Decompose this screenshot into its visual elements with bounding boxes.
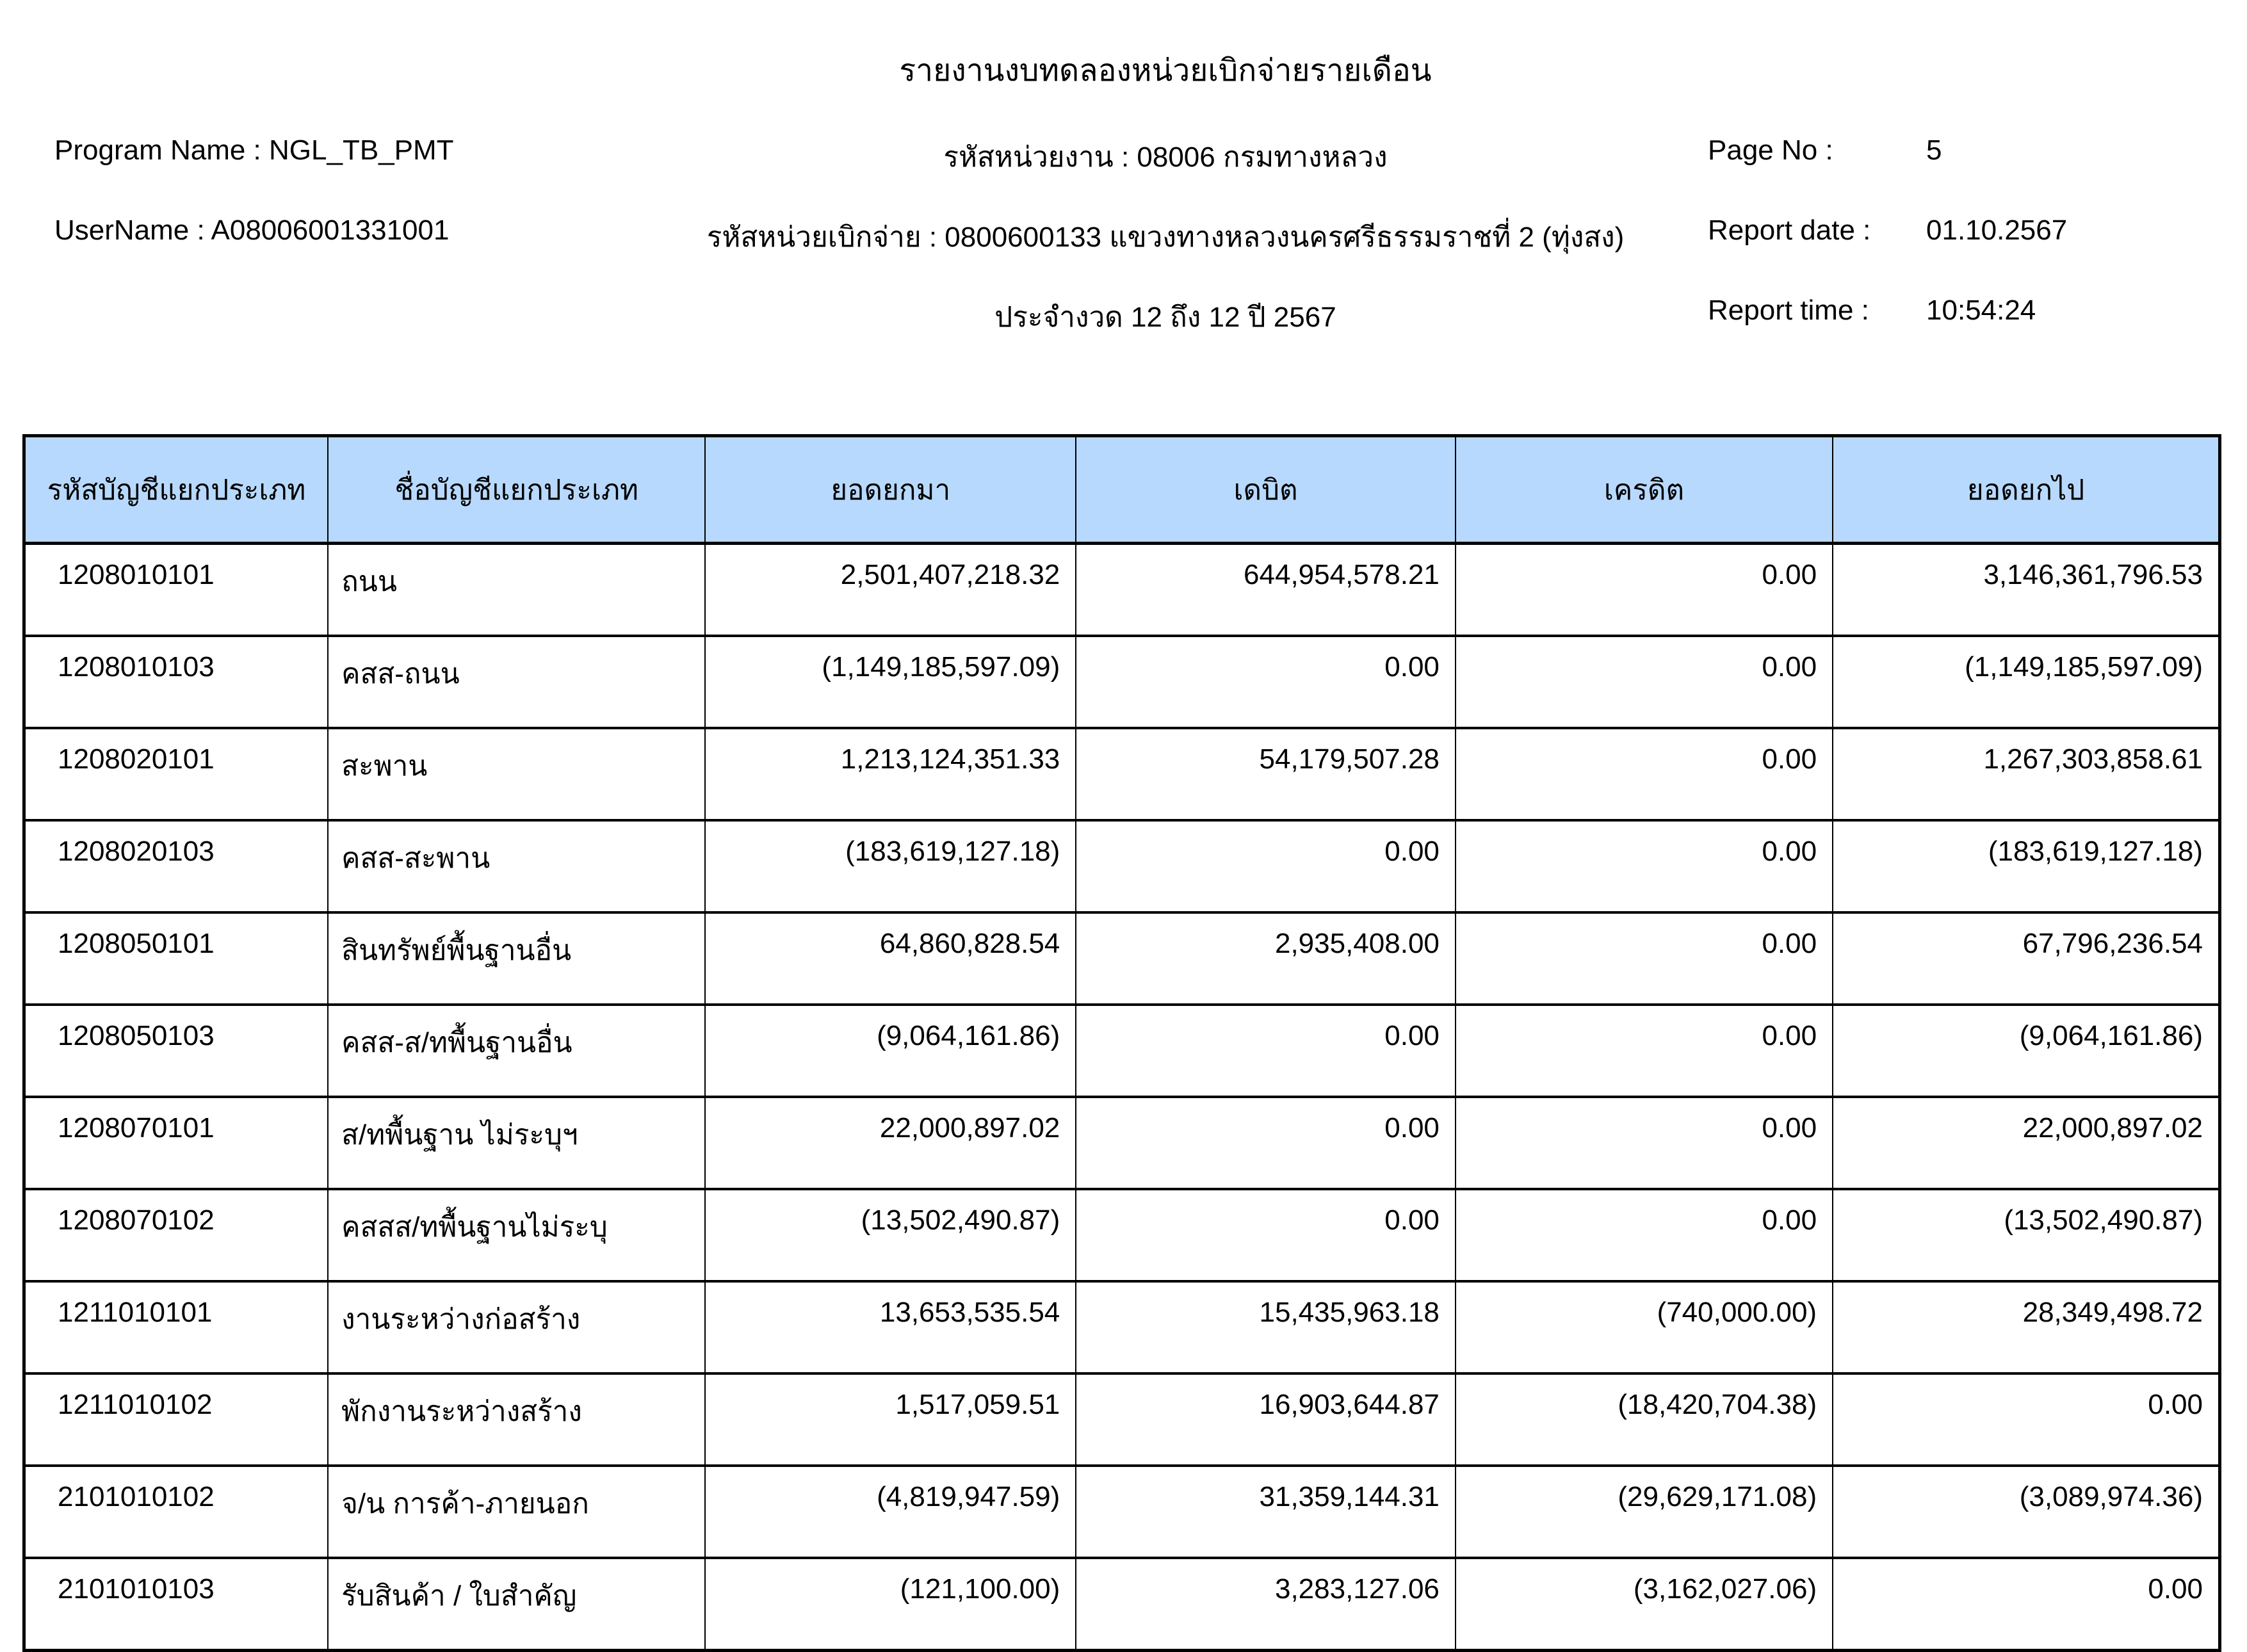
opening-balance-cell: 13,653,535.54 [705, 1281, 1076, 1373]
closing-balance-cell: (183,619,127.18) [1833, 820, 2219, 912]
table-row [24, 1373, 2220, 1466]
credit-cell: 0.00 [1456, 820, 1833, 912]
account-code-cell: 1211010102 [24, 1373, 329, 1466]
report-date-label: Report date : [1708, 215, 1871, 246]
table-row [24, 820, 2220, 912]
period-line: ประจำงวด 12 ถึง 12 ปี 2567 [994, 302, 1336, 333]
closing-balance-cell: (3,089,974.36) [1833, 1466, 2219, 1558]
table-row [24, 1466, 2220, 1558]
table-header [24, 436, 2220, 544]
user-name-label: UserName : [54, 215, 205, 246]
opening-balance-cell: 1,213,124,351.33 [705, 728, 1076, 820]
opening-balance-cell: 64,860,828.54 [705, 912, 1076, 1005]
disbursement-unit-line: รหัสหน่วยเบิกจ่าย : 0800600133 แขวงทางหลวงนครศรีธรรมราชที่ 2 (ทุ่งสง) [706, 222, 1625, 253]
closing-balance-cell: 0.00 [1833, 1558, 2219, 1651]
account-name-cell: พักงานระหว่างสร้าง [328, 1373, 705, 1466]
account-code-cell: 1208020101 [24, 728, 329, 820]
credit-cell: 0.00 [1456, 636, 1833, 728]
account-code-cell: 1208070102 [24, 1189, 329, 1281]
debit-cell: 0.00 [1076, 1005, 1456, 1097]
table-body [24, 544, 2220, 1651]
table-header-row [24, 436, 2220, 544]
account-code-cell: 1208020103 [24, 820, 329, 912]
opening-balance-cell: (9,064,161.86) [705, 1005, 1076, 1097]
column-header-debit: เดบิต [1076, 436, 1456, 544]
column-header-closing-balance: ยอดยกไป [1833, 436, 2219, 544]
closing-balance-cell: 3,146,361,796.53 [1833, 544, 2219, 636]
column-header-account-code: รหัสบัญชีแยกประเภท [24, 436, 329, 544]
account-name-cell: งานระหว่างก่อสร้าง [328, 1281, 705, 1373]
account-code-cell: 1208050101 [24, 912, 329, 1005]
opening-balance-cell: (121,100.00) [705, 1558, 1076, 1651]
opening-balance-cell: 2,501,407,218.32 [705, 544, 1076, 636]
debit-cell: 0.00 [1076, 1189, 1456, 1281]
debit-cell: 54,179,507.28 [1076, 728, 1456, 820]
table-row [24, 636, 2220, 728]
credit-cell: (740,000.00) [1456, 1281, 1833, 1373]
agency-line: รหัสหน่วยงาน : 08006 กรมทางหลวง [943, 142, 1388, 173]
credit-cell: (18,420,704.38) [1456, 1373, 1833, 1466]
account-code-cell: 1208010103 [24, 636, 329, 728]
opening-balance-cell: 22,000,897.02 [705, 1097, 1076, 1189]
debit-cell: 2,935,408.00 [1076, 912, 1456, 1005]
account-name-cell: คสส-ถนน [328, 636, 705, 728]
account-name-cell: จ/น การค้า-ภายนอก [328, 1466, 705, 1558]
credit-cell: 0.00 [1456, 1097, 1833, 1189]
credit-cell: 0.00 [1456, 912, 1833, 1005]
opening-balance-cell: (4,819,947.59) [705, 1466, 1076, 1558]
closing-balance-cell: 67,796,236.54 [1833, 912, 2219, 1005]
closing-balance-cell: (1,149,185,597.09) [1833, 636, 2219, 728]
closing-balance-cell: (9,064,161.86) [1833, 1005, 2219, 1097]
report-time-value: 10:54:24 [1926, 295, 2036, 326]
credit-cell: (29,629,171.08) [1456, 1466, 1833, 1558]
closing-balance-cell: 22,000,897.02 [1833, 1097, 2219, 1189]
debit-cell: 15,435,963.18 [1076, 1281, 1456, 1373]
page-no-value: 5 [1926, 134, 1942, 166]
account-code-cell: 1208010101 [24, 544, 329, 636]
debit-cell: 31,359,144.31 [1076, 1466, 1456, 1558]
debit-cell: 0.00 [1076, 636, 1456, 728]
credit-cell: 0.00 [1456, 544, 1833, 636]
account-name-cell: คสส-สะพาน [328, 820, 705, 912]
report-date-value: 01.10.2567 [1926, 215, 2068, 246]
table-row [24, 1189, 2220, 1281]
debit-cell: 0.00 [1076, 820, 1456, 912]
table-row [24, 1005, 2220, 1097]
program-name-label: Program Name : [54, 134, 261, 166]
account-name-cell: ส/ทพื้นฐาน ไม่ระบุฯ [328, 1097, 705, 1189]
debit-cell: 0.00 [1076, 1097, 1456, 1189]
report-time-label: Report time : [1708, 295, 1869, 326]
account-name-cell: คสส-ส/ทพื้นฐานอื่น [328, 1005, 705, 1097]
credit-cell: 0.00 [1456, 728, 1833, 820]
table-row [24, 1558, 2220, 1651]
page-no-label: Page No : [1708, 134, 1833, 166]
column-header-account-name: ชื่อบัญชีแยกประเภท [328, 436, 705, 544]
credit-cell: 0.00 [1456, 1005, 1833, 1097]
closing-balance-cell: 0.00 [1833, 1373, 2219, 1466]
user-name-value: A08006001331001 [211, 215, 450, 246]
opening-balance-cell: (183,619,127.18) [705, 820, 1076, 912]
closing-balance-cell: 28,349,498.72 [1833, 1281, 2219, 1373]
account-name-cell: สะพาน [328, 728, 705, 820]
account-code-cell: 1211010101 [24, 1281, 329, 1373]
opening-balance-cell: (13,502,490.87) [705, 1189, 1076, 1281]
account-code-cell: 2101010103 [24, 1558, 329, 1651]
opening-balance-cell: (1,149,185,597.09) [705, 636, 1076, 728]
account-code-cell: 2101010102 [24, 1466, 329, 1558]
column-header-opening-balance: ยอดยกมา [705, 436, 1076, 544]
table-row [24, 1097, 2220, 1189]
table-row [24, 544, 2220, 636]
trial-balance-table [22, 434, 2221, 1652]
column-header-credit: เครดิต [1456, 436, 1833, 544]
credit-cell: (3,162,027.06) [1456, 1558, 1833, 1651]
debit-cell: 3,283,127.06 [1076, 1558, 1456, 1651]
account-name-cell: สินทรัพย์พื้นฐานอื่น [328, 912, 705, 1005]
account-code-cell: 1208050103 [24, 1005, 329, 1097]
debit-cell: 644,954,578.21 [1076, 544, 1456, 636]
debit-cell: 16,903,644.87 [1076, 1373, 1456, 1466]
program-name-value: NGL_TB_PMT [269, 134, 454, 166]
account-name-cell: ถนน [328, 544, 705, 636]
closing-balance-cell: (13,502,490.87) [1833, 1189, 2219, 1281]
opening-balance-cell: 1,517,059.51 [705, 1373, 1076, 1466]
credit-cell: 0.00 [1456, 1189, 1833, 1281]
table-row [24, 1281, 2220, 1373]
account-name-cell: รับสินค้า / ใบสำคัญ [328, 1558, 705, 1651]
account-code-cell: 1208070101 [24, 1097, 329, 1189]
table-row [24, 728, 2220, 820]
table-row [24, 912, 2220, 1005]
account-name-cell: คสสส/ทพื้นฐานไม่ระบุ [328, 1189, 705, 1281]
closing-balance-cell: 1,267,303,858.61 [1833, 728, 2219, 820]
report-title: รายงานงบทดลองหน่วยเบิกจ่ายรายเดือน [899, 54, 1432, 88]
